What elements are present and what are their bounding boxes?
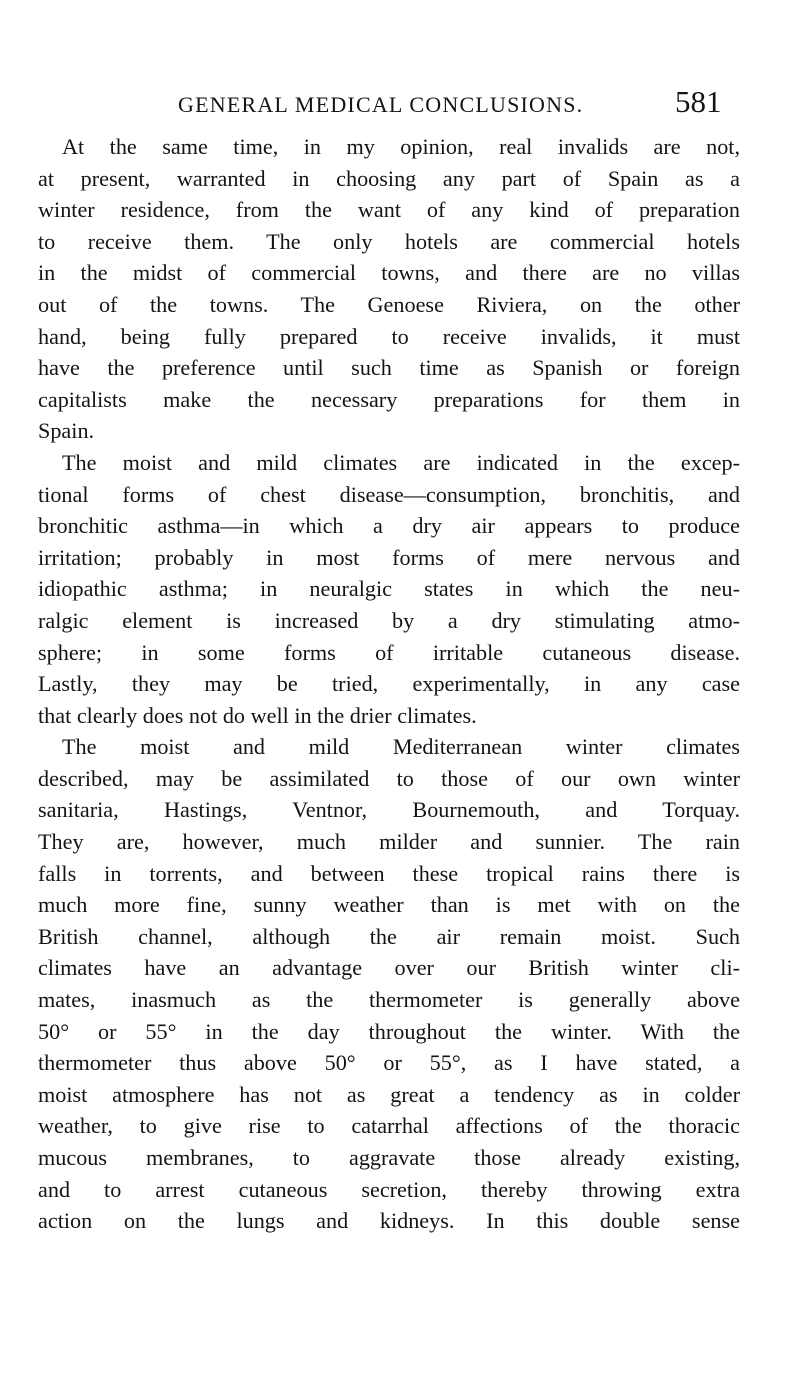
paragraph-3-line: weather, to give rise to catarrhal affections of the thoracic [38,1113,740,1139]
paragraph-3-line: mucous membranes, to aggravate those already existing, [38,1145,740,1170]
paragraph-3-line: sanitaria, Hastings, Ventnor, Bournemouth, and Torquay. [38,797,740,823]
paragraph-3-line: thermometer thus above 50° or 55°, as I have stated, a [38,1050,740,1076]
paragraph-3-line: climates have an advantage over our British winter cli- [38,955,740,981]
paragraph-2-line: sphere; in some forms of irritable cutaneous disease. [38,639,740,665]
paragraph-1-line: to receive them. The only hotels are commercial hotels [38,228,740,254]
paragraph-3-line: action on the lungs and kidneys. In this double sense [38,1208,740,1234]
paragraph-2-line: tional forms of chest disease—consumption, bronchitis, and [38,481,740,507]
paragraph-2-line: irritation; probably in most forms of mere nervous and [38,544,740,570]
paragraph-3-line: moist atmosphere has not as great a tendency as in colder [38,1081,740,1107]
paragraph-1-line: have the preference until such time as Spanish or foreign [38,355,740,381]
paragraph-2-line: Lastly, they may be tried, experimentally, in any case [38,671,740,697]
paragraph-3-line: described, may be assimilated to those of our own winter [38,765,740,791]
paragraph-3-line: The moist and mild Mediterranean winter climates [62,734,740,760]
paragraph-3-line: 50° or 55° in the day throughout the winter. With the [38,1018,740,1044]
paragraph-3-line: mates, inasmuch as the thermometer is generally above [38,987,740,1013]
paragraph-3-line: much more fine, sunny weather than is met with on the [38,892,740,918]
paragraph-1-line: hand, being fully prepared to receive invalids, it must [38,323,740,349]
paragraph-2-line: ralgic element is increased by a dry stimulating atmo- [38,607,740,633]
paragraph-3-line: They are, however, much milder and sunnier. The rain [38,829,740,855]
paragraph-2-line: that clearly does not do well in the drier climates. [38,702,477,728]
text-body [38,131,740,1237]
paragraph-1-line: at present, warranted in choosing any part of Spain as a [38,165,740,191]
paragraph-1-line: At the same time, in my opinion, real invalids are not, [62,134,740,159]
running-head [178,84,738,124]
paragraph-2-line: The moist and mild climates are indicated in the excep- [62,449,740,475]
paragraph-1-line: winter residence, from the want of any kind of preparation [38,197,740,223]
running-title: GENERAL MEDICAL CONCLUSIONS. [178,92,584,117]
paragraph-1-line: in the midst of commercial towns, and there are no villas [38,260,740,286]
paragraph-1-line: out of the towns. The Genoese Riviera, on the other [38,291,740,317]
paragraph-2-line: idiopathic asthma; in neuralgic states in which the neu- [38,576,740,602]
paragraph-1-line: capitalists make the necessary preparations for them in [38,386,740,412]
paragraph-1-line: Spain. [38,418,95,444]
paragraph-3-line: falls in torrents, and between these tropical rains there is [38,860,740,886]
paragraph-3-line: and to arrest cutaneous secretion, thereby throwing extra [38,1176,740,1202]
page-number: 581 [675,84,722,119]
paragraph-2-line: bronchitic asthma—in which a dry air appears to produce [38,513,740,539]
paragraph-3-line: British channel, although the air remain moist. Such [38,923,740,949]
